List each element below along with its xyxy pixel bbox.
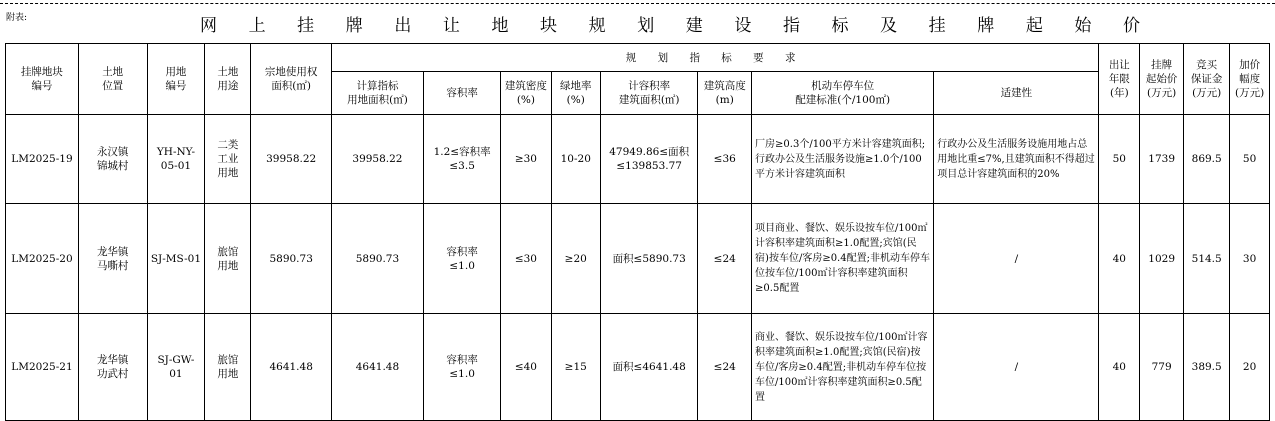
cell-land-use: 旅馆 用地 bbox=[205, 204, 251, 314]
cell-density: ≤30 bbox=[501, 204, 551, 314]
title-char: 挂 bbox=[297, 16, 315, 36]
cell-term: 50 bbox=[1099, 115, 1140, 204]
cell-calc-area: 5890.73 bbox=[331, 204, 423, 314]
title-char: 始 bbox=[1074, 16, 1092, 36]
cell-area: 4641.48 bbox=[251, 314, 331, 421]
cell-term: 40 bbox=[1099, 204, 1140, 314]
cell-density: ≥30 bbox=[501, 115, 551, 204]
title-char: 起 bbox=[1025, 16, 1043, 36]
land-plot-table bbox=[5, 43, 1270, 421]
table-row bbox=[6, 314, 1270, 421]
title-char: 让 bbox=[442, 16, 460, 36]
title-char: 牌 bbox=[345, 16, 363, 36]
header-deposit: 竞买 保证金 (万元) bbox=[1184, 44, 1230, 115]
header-land-use: 土地 用途 bbox=[205, 44, 251, 115]
cell-deposit: 389.5 bbox=[1184, 314, 1230, 421]
header-height: 建筑高度 (m) bbox=[698, 72, 752, 115]
header-planning-requirements: 规 划 指 标 要 求 bbox=[331, 44, 1099, 72]
title-char: 及 bbox=[880, 16, 898, 36]
cell-deposit: 514.5 bbox=[1184, 204, 1230, 314]
cell-far: 容积率 ≤1.0 bbox=[424, 204, 501, 314]
title-char: 挂 bbox=[928, 16, 946, 36]
header-calc-area: 计算指标 用地面积(㎡) bbox=[331, 72, 423, 115]
cell-increment: 50 bbox=[1230, 115, 1270, 204]
cell-area: 5890.73 bbox=[251, 204, 331, 314]
cell-land-use: 旅馆 用地 bbox=[205, 314, 251, 421]
title-char: 指 bbox=[782, 16, 800, 36]
cell-plot-no: LM2025-21 bbox=[6, 314, 79, 421]
title-char: 规 bbox=[588, 16, 606, 36]
title-char: 网 bbox=[200, 16, 217, 36]
cell-parking: 厂房≥0.3个/100平方米计容建筑面积;行政办公及生活服务设施≥1.0个/100平方米计容建筑面积 bbox=[752, 115, 934, 204]
title-char: 价 bbox=[1122, 16, 1140, 36]
cell-suitability: 行政办公及生活服务设施用地占总用地比重≤7%,且建筑面积不得超过项目总计容建筑面积的20% bbox=[934, 115, 1099, 204]
cell-start-price: 1029 bbox=[1140, 204, 1184, 314]
cell-land-code: YH-NY- 05-01 bbox=[147, 115, 205, 204]
cell-location: 龙华镇 马嘶村 bbox=[78, 204, 147, 314]
header-start-price: 挂牌 起始价 (万元) bbox=[1140, 44, 1184, 115]
cell-plot-no: LM2025-19 bbox=[6, 115, 79, 204]
cell-parking: 商业、餐饮、娱乐设按车位/100㎡计容积率建筑面积≥1.0配置;宾馆(民宿)按车位/客房≥0.4配置;非机动车停车位按车位/100㎡计容积率建筑面积≥0.5配置 bbox=[752, 314, 934, 421]
cell-far: 1.2≤容积率 ≤3.5 bbox=[424, 115, 501, 204]
title-char: 划 bbox=[637, 16, 655, 36]
appendix-note: 附表: bbox=[6, 13, 28, 23]
header-suitability: 适建性 bbox=[934, 72, 1099, 115]
header-density: 建筑密度 (%) bbox=[501, 72, 551, 115]
cell-density: ≤40 bbox=[501, 314, 551, 421]
cell-area: 39958.22 bbox=[251, 115, 331, 204]
cell-height: ≤36 bbox=[698, 115, 752, 204]
title-char: 上 bbox=[248, 16, 266, 36]
cell-increment: 30 bbox=[1230, 204, 1270, 314]
title-char: 标 bbox=[831, 16, 849, 36]
header-far-area: 计容积率 建筑面积(㎡) bbox=[600, 72, 698, 115]
cell-location: 龙华镇 功武村 bbox=[78, 314, 147, 421]
cell-land-code: SJ-GW- 01 bbox=[147, 314, 205, 421]
table-row bbox=[6, 204, 1270, 314]
cell-height: ≤24 bbox=[698, 204, 752, 314]
cell-land-use: 二类 工业 用地 bbox=[205, 115, 251, 204]
title-char: 出 bbox=[394, 16, 412, 36]
cell-term: 40 bbox=[1099, 314, 1140, 421]
title-char: 建 bbox=[685, 16, 703, 36]
cell-far-area: 面积≤5890.73 bbox=[600, 204, 698, 314]
title-char: 块 bbox=[540, 16, 558, 36]
cell-green: ≥15 bbox=[551, 314, 600, 421]
cell-calc-area: 39958.22 bbox=[331, 115, 423, 204]
title-char: 牌 bbox=[977, 16, 995, 36]
cell-land-code: SJ-MS-01 bbox=[147, 204, 205, 314]
header-plot-no: 挂牌地块 编号 bbox=[6, 44, 79, 115]
cell-suitability: / bbox=[934, 204, 1099, 314]
cell-increment: 20 bbox=[1230, 314, 1270, 421]
top-dashed-divider bbox=[0, 3, 1275, 4]
cell-parking: 项目商业、餐饮、娱乐设按车位/100㎡计容积率建筑面积≥1.0配置;宾馆(民宿)按车位/客房≥0.4配置;非机动车停车位按车位/100㎡计容积率建筑面积≥0.5配置 bbox=[752, 204, 934, 314]
header-land-code: 用地 编号 bbox=[147, 44, 205, 115]
cell-far: 容积率 ≤1.0 bbox=[424, 314, 501, 421]
header-term: 出让 年限 (年) bbox=[1099, 44, 1140, 115]
table-row bbox=[6, 115, 1270, 204]
cell-location: 永汉镇 锦城村 bbox=[78, 115, 147, 204]
cell-deposit: 869.5 bbox=[1184, 115, 1230, 204]
header-location: 土地 位置 bbox=[78, 44, 147, 115]
header-parking: 机动车停车位 配建标准(个/100㎡) bbox=[752, 72, 934, 115]
cell-start-price: 779 bbox=[1140, 314, 1184, 421]
title-char: 地 bbox=[491, 16, 509, 36]
cell-green: 10-20 bbox=[551, 115, 600, 204]
header-far: 容积率 bbox=[424, 72, 501, 115]
header-area: 宗地使用权 面积(㎡) bbox=[251, 44, 331, 115]
cell-suitability: / bbox=[934, 314, 1099, 421]
title-char: 设 bbox=[734, 16, 752, 36]
page-title bbox=[200, 11, 1140, 36]
cell-far-area: 47949.86≤面积 ≤139853.77 bbox=[600, 115, 698, 204]
cell-start-price: 1739 bbox=[1140, 115, 1184, 204]
cell-far-area: 面积≤4641.48 bbox=[600, 314, 698, 421]
cell-calc-area: 4641.48 bbox=[331, 314, 423, 421]
header-green: 绿地率 (%) bbox=[551, 72, 600, 115]
cell-height: ≤24 bbox=[698, 314, 752, 421]
cell-green: ≥20 bbox=[551, 204, 600, 314]
cell-plot-no: LM2025-20 bbox=[6, 204, 79, 314]
header-increment: 加价 幅度 (万元) bbox=[1230, 44, 1270, 115]
